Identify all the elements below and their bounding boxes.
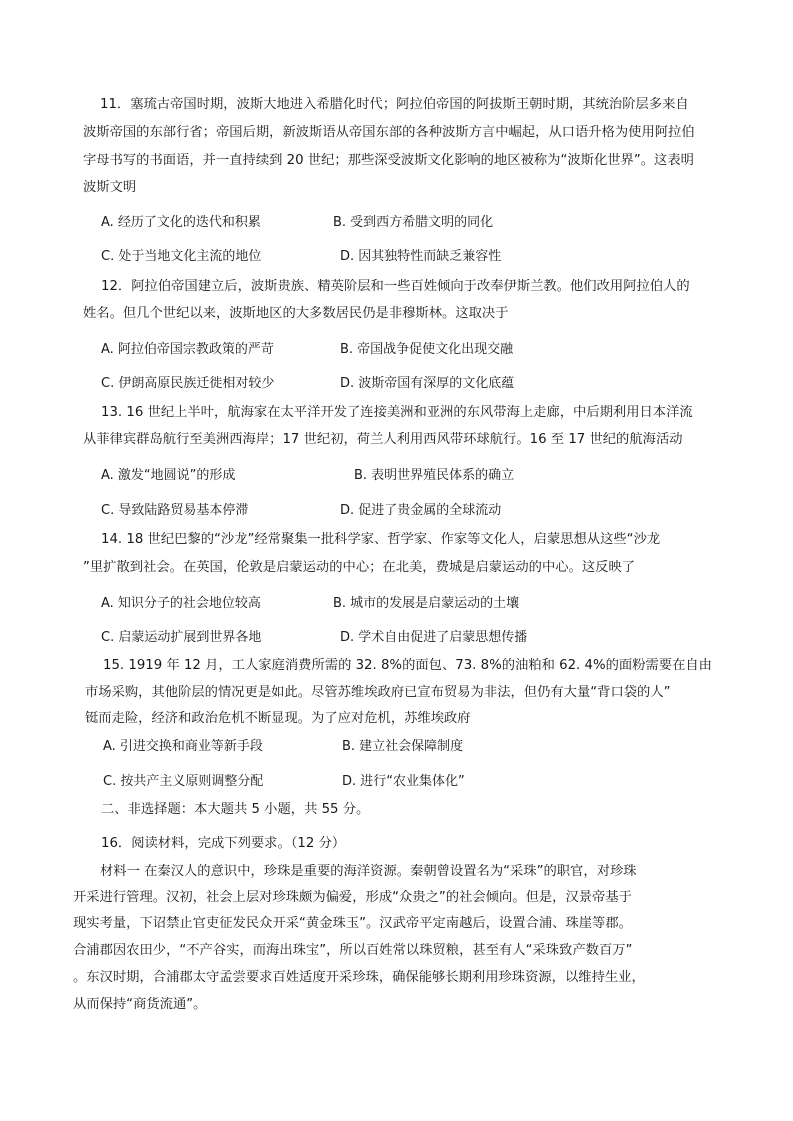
q12-option-d: D. 波斯帝国有深厚的文化底蕴 bbox=[340, 376, 515, 391]
q12-option-c: C. 伊朗高原民族迁徙相对较少 bbox=[101, 376, 275, 391]
q16-line-1: 材料一 在秦汉人的意识中，珍珠是重要的海洋资源。秦朝曾设置名为“采珠”的职官，对珍珠 bbox=[100, 864, 637, 879]
q12-option-a: A. 阿拉伯帝国宗教政策的严苛 bbox=[101, 342, 274, 357]
q16-line-4: 合浦郡因农田少，“不产谷实，而海出珠宝”，所以百姓常以珠贸粮，甚至有人“采珠致产数百万” bbox=[73, 943, 633, 958]
q13-line-1: 13. 16 世纪上半叶，航海家在太平洋开发了连接美洲和亚洲的东风带海上走廊，中后期利用日本洋流 bbox=[101, 405, 693, 420]
q12-line-2: 姓名。但几个世纪以来，波斯地区的大多数居民仍是非穆斯林。这取决于 bbox=[83, 306, 509, 321]
q11-line-3: 字母书写的书面语，并一直持续到 20 世纪；那些深受波斯文化影响的地区被称为“波斯化世界”。这表明 bbox=[83, 153, 694, 168]
q16-line-2: 开采进行管理。汉初，社会上层对珍珠颇为偏爱，形成“众贵之”的社会倾向。但是，汉景帝基于 bbox=[73, 890, 632, 905]
q16-line-5: 。东汉时期，合浦郡太守孟尝要求百姓适度开采珍珠，确保能够长期利用珍珠资源，以维持生业， bbox=[73, 970, 645, 985]
q13-option-c: C. 导致陆路贸易基本停滞 bbox=[101, 503, 249, 518]
q14-line-1: 14. 18 世纪巴黎的“沙龙”经常聚集一批科学家、哲学家、作家等文化人，启蒙思想从这些“沙龙 bbox=[101, 532, 661, 547]
q13-option-b: B. 表明世界殖民体系的确立 bbox=[354, 468, 515, 483]
q16-line-6: 从而保持“商货流通”。 bbox=[73, 997, 207, 1012]
q15-option-b: B. 建立社会保障制度 bbox=[342, 739, 464, 754]
q15-line-2: 市场采购，其他阶层的情况更是如此。尽管苏维埃政府已宣布贸易为非法，但仍有大量“背口袋的人” bbox=[85, 685, 671, 700]
q14-option-b: B. 城市的发展是启蒙运动的土壤 bbox=[333, 596, 520, 611]
q11-line-4: 波斯文明 bbox=[83, 180, 137, 195]
q11-option-c: C. 处于当地文化主流的地位 bbox=[101, 249, 262, 264]
q12-option-b: B. 帝国战争促使文化出现交融 bbox=[340, 342, 514, 357]
q14-option-d: D. 学术自由促进了启蒙思想传播 bbox=[340, 630, 528, 645]
q11-line-2: 波斯帝国的东部行省；帝国后期，新波斯语从帝国东部的各种波斯方言中崛起，从口语升格为使用阿拉伯 bbox=[83, 125, 695, 140]
q16-line-3: 现实考量，下诏禁止官吏征发民众开采“黄金珠玉”。汉武帝平定南越后，设置合浦、珠崖等郡。 bbox=[73, 916, 632, 931]
q13-option-a: A. 激发“地圆说”的形成 bbox=[101, 468, 236, 483]
q12-line-1: 12．阿拉伯帝国建立后，波斯贵族、精英阶层和一些百姓倾向于改奉伊斯兰教。他们改用阿拉伯人的 bbox=[101, 279, 690, 294]
q11-option-d: D. 因其独特性而缺乏兼容性 bbox=[340, 249, 502, 264]
q11-option-a: A. 经历了文化的迭代和积累 bbox=[101, 215, 261, 230]
q15-option-d: D. 进行“农业集体化” bbox=[342, 774, 465, 789]
q15-option-a: A. 引进交换和商业等新手段 bbox=[103, 739, 263, 754]
q15-line-1: 15. 1919 年 12 月，工人家庭消费所需的 32. 8%的面包、73. 8%的油粕和 62. 4%的面粉需要在自由 bbox=[103, 658, 712, 673]
q14-line-2: ”里扩散到社会。在英国，伦敦是启蒙运动的中心；在北美，费城是启蒙运动的中心。这反映了 bbox=[83, 560, 636, 575]
q14-option-a: A. 知识分子的社会地位较高 bbox=[101, 596, 261, 611]
q16-title: 16．阅读材料，完成下列要求。（12 分） bbox=[101, 836, 346, 851]
section-heading: 二、非选择题：本大题共 5 小题，共 55 分。 bbox=[101, 802, 370, 817]
q11-option-b: B. 受到西方希腊文明的同化 bbox=[333, 215, 494, 230]
q13-line-2: 从菲律宾群岛航行至美洲西海岸；17 世纪初，荷兰人利用西风带环球航行。16 至 17 世纪的航海活动 bbox=[83, 432, 683, 447]
q15-line-3: 铤而走险，经济和政治危机不断显现。为了应对危机，苏维埃政府 bbox=[85, 711, 471, 726]
q14-option-c: C. 启蒙运动扩展到世界各地 bbox=[101, 630, 262, 645]
q15-option-c: C. 按共产主义原则调整分配 bbox=[103, 774, 264, 789]
q11-line-1: 11．塞琉古帝国时期，波斯大地进入希腊化时代；阿拉伯帝国的阿拔斯王朝时期，其统治阶层多来自 bbox=[100, 97, 689, 112]
q13-option-d: D. 促进了贵金属的全球流动 bbox=[340, 503, 502, 518]
